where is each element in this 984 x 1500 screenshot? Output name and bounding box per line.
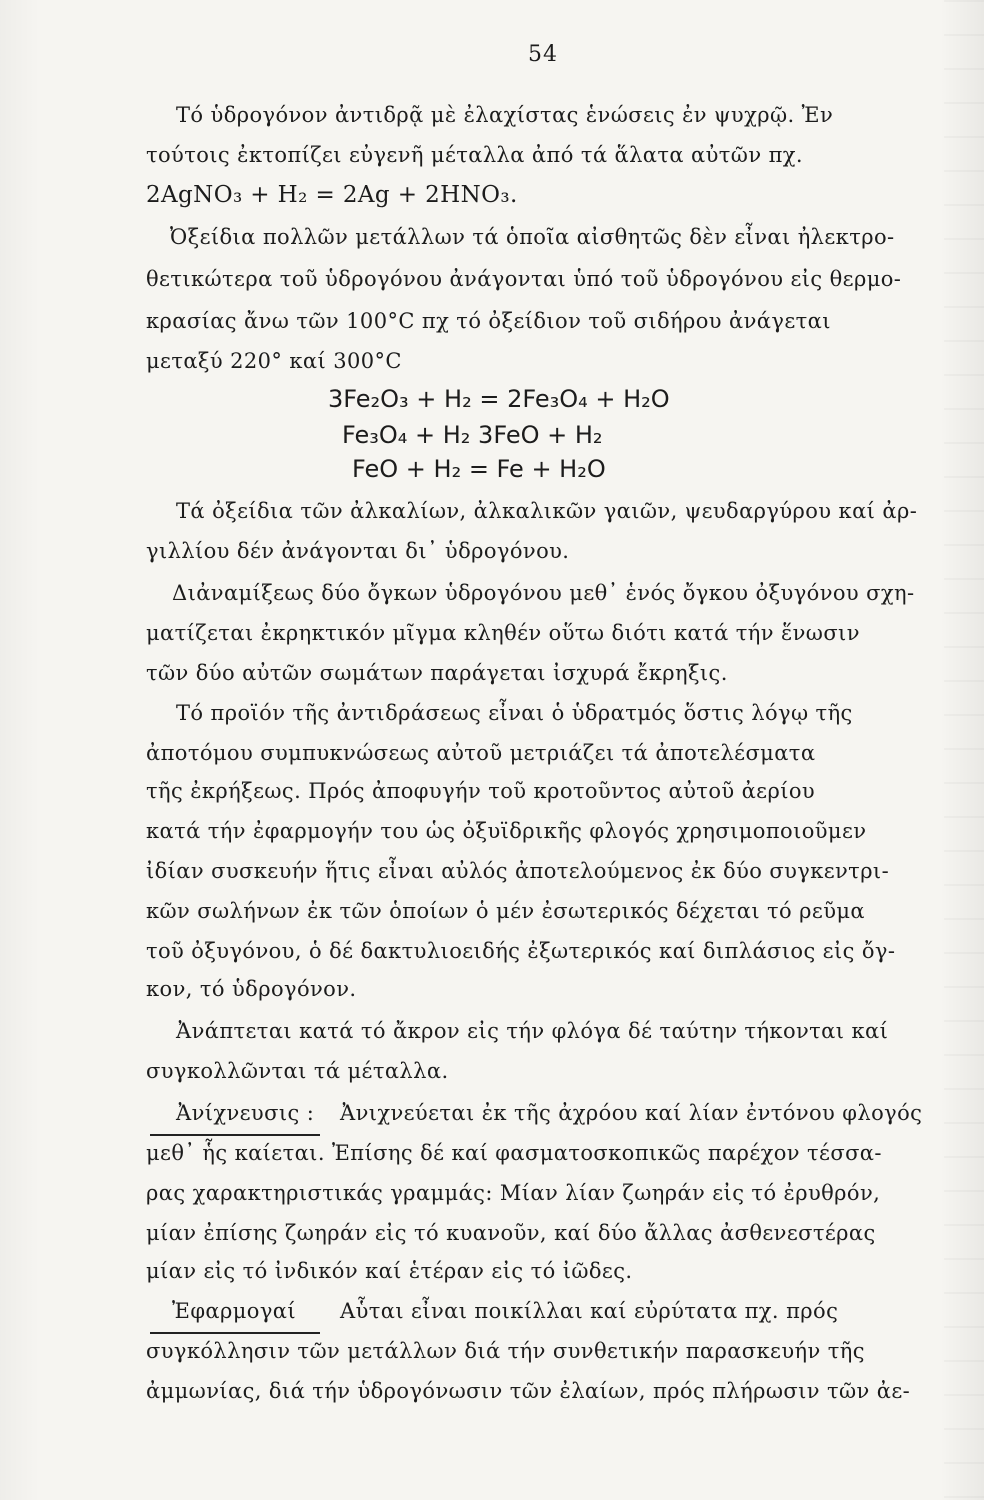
heading-underline (150, 1134, 320, 1136)
text-line: κῶν σωλήνων ἐκ τῶν ὁποίων ὁ μέν ἐσωτερικός δέχεται τό ρεῦμα (146, 899, 865, 923)
applications-heading: Ἐφαρμογαί (172, 1299, 297, 1323)
text-line: τῶν δύο αὐτῶν σωμάτων παράγεται ἰσχυρά ἔκρηξις. (146, 661, 728, 685)
text-line: μεταξύ 220° καί 300°C (146, 349, 402, 373)
equation: FeO + H₂ = Fe + H₂O (352, 455, 606, 483)
text-line: μίαν εἰς τό ἰνδικόν καί ἑτέραν εἰς τό ἰῶδες. (146, 1259, 633, 1283)
heading-underline (150, 1332, 320, 1334)
text-line: ἰδίαν συσκευήν ἥτις εἶναι αὐλός ἀποτελούμενος ἐκ δύο συγκεντρι- (146, 859, 890, 883)
text-line: Ἀνιχνεύεται ἐκ τῆς ἀχρόου καί λίαν ἐντόνου φλογός (340, 1101, 923, 1125)
text-line: Τό προϊόν τῆς ἀντιδράσεως εἶναι ὁ ὑδρατμός ὅστις λόγῳ τῆς (176, 701, 853, 725)
text-line: τῆς ἐκρήξεως. Πρός ἀποφυγήν τοῦ κροτοῦντος αὐτοῦ ἀερίου (146, 779, 816, 803)
text-line: Αὗται εἶναι ποικίλλαι καί εὐρύτατα πχ. πρός (340, 1299, 839, 1323)
text-line: θετικώτερα τοῦ ὑδρογόνου ἀνάγονται ὑπό τοῦ ὑδρογόνου εἰς θερμο- (146, 267, 902, 291)
text-line: ματίζεται ἐκρηκτικόν μῖγμα κληθέν οὕτω διότι κατά τήν ἕνωσιν (146, 621, 860, 645)
text-line: ἀμμωνίας, διά τήν ὑδρογόνωσιν τῶν ἐλαίων, πρός πλήρωσιν τῶν ἀε- (146, 1379, 911, 1403)
show-through-shadow (944, 0, 984, 1500)
text-line: ρας χαρακτηριστικάς γραμμάς: Μίαν λίαν ζωηράν εἰς τό ἐρυθρόν, (146, 1181, 881, 1205)
text-line: μίαν ἐπίσης ζωηράν εἰς τό κυανοῦν, καί δύο ἄλλας ἀσθενεστέρας (146, 1221, 876, 1245)
text-line: κον, τό ὑδρογόνον. (146, 977, 357, 1001)
text-line: γιλλίου δέν ἀνάγονται δι᾽ ὑδρογόνου. (146, 539, 570, 563)
text-line: κρασίας ἄνω τῶν 100°C πχ τό ὀξείδιον τοῦ σιδήρου ἀνάγεται (146, 309, 831, 333)
formula-line: 2AgNO₃ + H₂ = 2Ag + 2HNO₃. (146, 182, 518, 208)
text-line: συγκολλῶνται τά μέταλλα. (146, 1059, 449, 1083)
text-line: μεθ᾽ ἧς καίεται. Ἐπίσης δέ καί φασματοσκοπικῶς παρέχον τέσσα- (146, 1141, 882, 1165)
text-line: Ὀξείδια πολλῶν μετάλλων τά ὁποῖα αἰσθητῶς δὲν εἶναι ἠλεκτρο- (170, 225, 895, 249)
text-line: τούτοις ἐκτοπίζει εὐγενῆ μέταλλα ἀπό τά ἅλατα αὐτῶν πχ. (146, 143, 803, 167)
text-line: Τό ὑδρογόνον ἀντιδρᾷ μὲ ἐλαχίστας ἑνώσεις ἐν ψυχρῷ. Ἐν (176, 103, 834, 127)
text-line: συγκόλλησιν τῶν μετάλλων διά τήν συνθετικήν παρασκευήν τῆς (146, 1339, 865, 1363)
text-line: τοῦ ὀξυγόνου, ὁ δέ δακτυλιοειδής ἐξωτερικός καί διπλάσιος εἰς ὄγ- (146, 939, 896, 963)
text-line: Ἀνάπτεται κατά τό ἄκρον εἰς τήν φλόγα δέ ταύτην τήκονται καί (176, 1019, 889, 1043)
equation: Fe₃O₄ + H₂ 3FeO + H₂ (342, 421, 603, 449)
text-line: Διἀναμίξεως δύο ὄγκων ὑδρογόνου μεθ᾽ ἑνός ὄγκου ὀξυγόνου σχη- (172, 581, 915, 605)
text-line: κατά τήν ἐφαρμογήν του ὡς ὀξυϊδρικῆς φλογός χρησιμοποιοῦμεν (146, 819, 867, 843)
detection-heading: Ἀνίχνευσις : (176, 1101, 315, 1125)
text-line: Τά ὀξείδια τῶν ἀλκαλίων, ἀλκαλικῶν γαιῶν, ψευδαργύρου καί ἀρ- (176, 499, 918, 523)
equation: 3Fe₂O₃ + H₂ = 2Fe₃O₄ + H₂O (328, 385, 670, 413)
text-line: ἀποτόμου συμπυκνώσεως αὐτοῦ μετριάζει τά ἀποτελέσματα (146, 741, 816, 765)
page-number: 54 (528, 42, 558, 67)
